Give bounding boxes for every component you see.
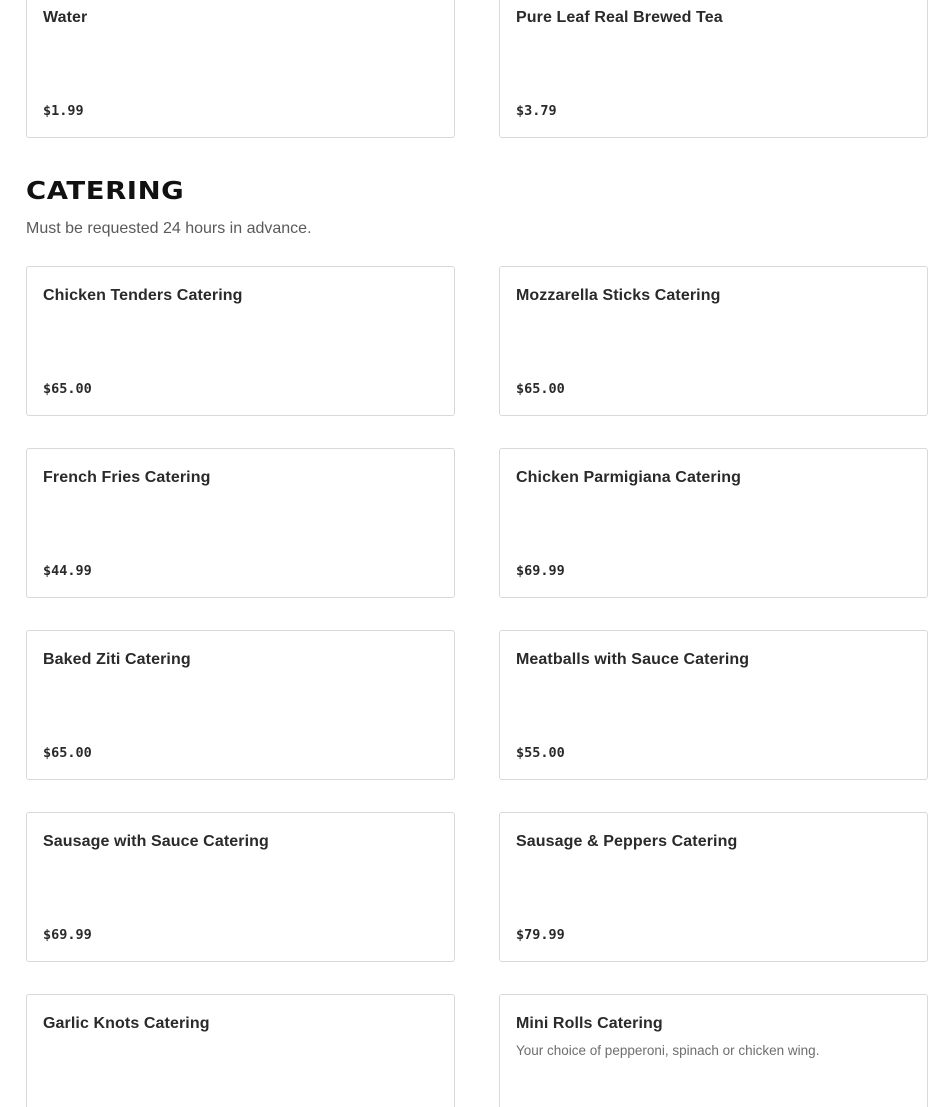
menu-item-name: Sausage & Peppers Catering xyxy=(516,833,738,850)
menu-item-price: $3.79 xyxy=(516,103,557,119)
menu-item-price: $69.99 xyxy=(516,563,565,579)
menu-item-name: Mozzarella Sticks Catering xyxy=(516,287,721,304)
menu-item-card[interactable] xyxy=(499,812,928,962)
menu-item-price: $1.99 xyxy=(43,103,84,119)
menu-item-price: $79.99 xyxy=(516,927,565,943)
menu-item-name: French Fries Catering xyxy=(43,469,211,486)
menu-item-name: Mini Rolls Catering xyxy=(516,1015,663,1032)
menu-item-card[interactable] xyxy=(499,266,928,416)
menu-item-description: Your choice of pepperoni, spinach or chicken wing. xyxy=(516,1043,820,1058)
menu-item-name: Chicken Tenders Catering xyxy=(43,287,243,304)
menu-item-card[interactable] xyxy=(26,994,455,1107)
drinks-grid xyxy=(26,0,928,138)
menu-item-card[interactable] xyxy=(26,630,455,780)
menu-item-card[interactable] xyxy=(26,266,455,416)
menu-item-card[interactable] xyxy=(499,0,928,138)
menu-item-price: $69.99 xyxy=(43,927,92,943)
menu-item-name: Meatballs with Sauce Catering xyxy=(516,651,750,668)
menu-item-card[interactable] xyxy=(26,812,455,962)
menu-item-name: Water xyxy=(43,9,88,26)
menu-item-price: $44.99 xyxy=(43,563,92,579)
menu-item-card[interactable] xyxy=(499,630,928,780)
menu-item-name: Garlic Knots Catering xyxy=(43,1015,210,1032)
section-subtitle: Must be requested 24 hours in advance. xyxy=(26,220,312,237)
menu-item-card[interactable] xyxy=(26,0,455,138)
menu-item-card[interactable] xyxy=(26,448,455,598)
menu-item-price: $55.00 xyxy=(516,745,565,761)
menu-item-price: $65.00 xyxy=(43,381,92,397)
menu-item-name: Chicken Parmigiana Catering xyxy=(516,469,741,486)
menu-item-price: $65.00 xyxy=(516,381,565,397)
section-title: CATERING xyxy=(26,176,185,205)
menu-item-name: Sausage with Sauce Catering xyxy=(43,833,269,850)
menu-item-name: Pure Leaf Real Brewed Tea xyxy=(516,9,723,26)
menu-item-price: $65.00 xyxy=(43,745,92,761)
menu-item-card[interactable] xyxy=(499,448,928,598)
menu-item-name: Baked Ziti Catering xyxy=(43,651,191,668)
menu-item-card[interactable] xyxy=(499,994,928,1107)
catering-grid xyxy=(26,266,928,1107)
